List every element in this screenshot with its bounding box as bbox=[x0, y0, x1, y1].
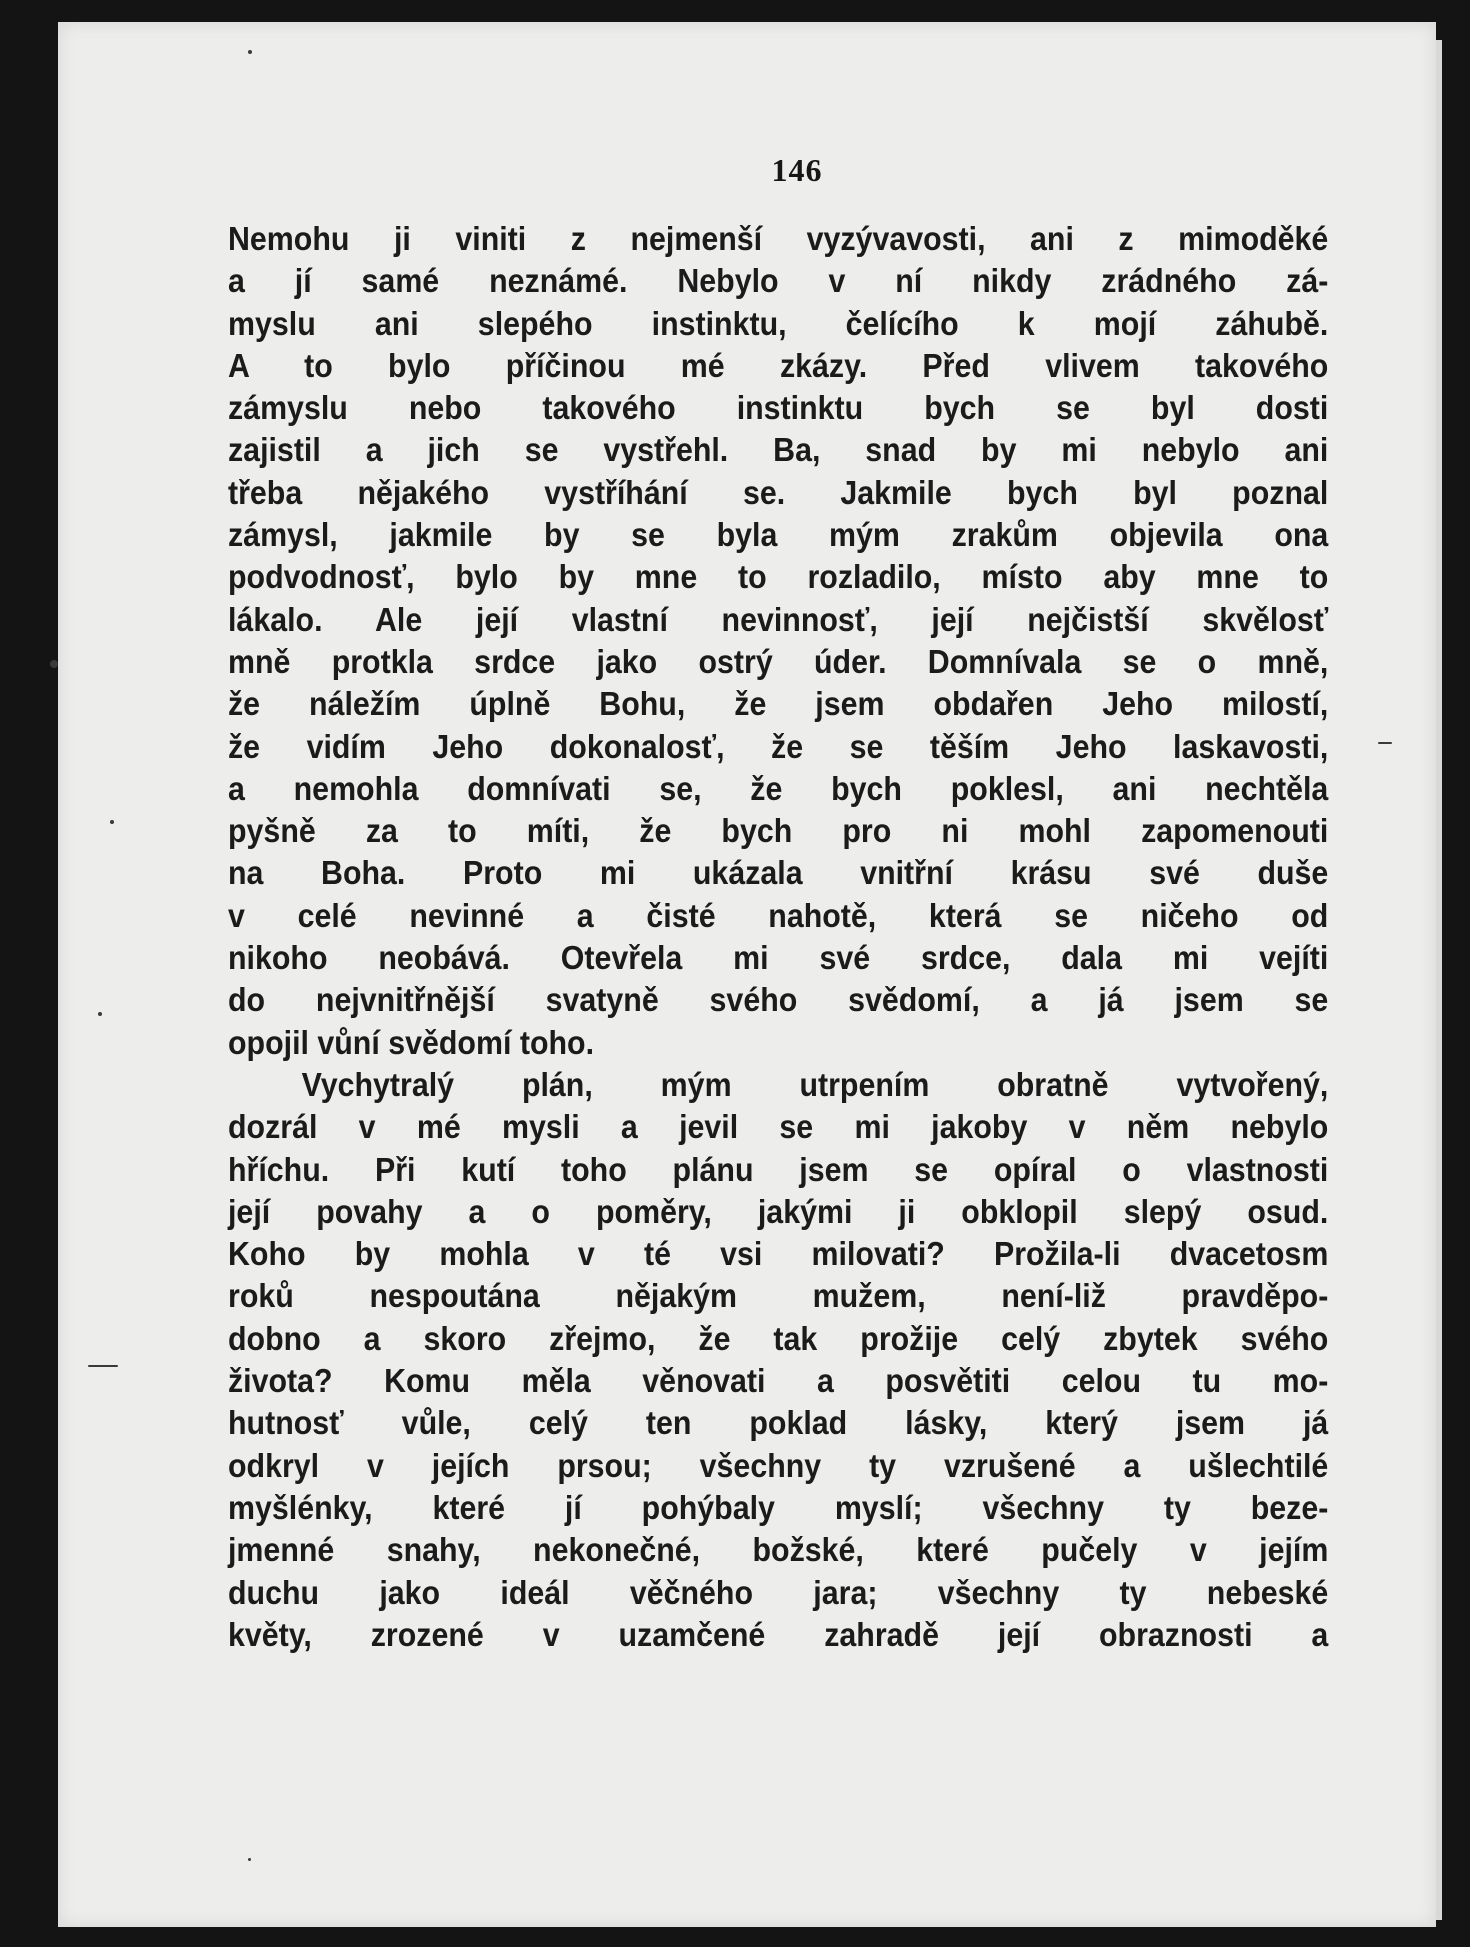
text-line: a jí samé neznámé. Nebylo v ní nikdy zrádného zá- bbox=[228, 262, 1329, 300]
text-line: pyšně za to míti, že bych pro ni mohl zapomenouti bbox=[228, 812, 1329, 850]
page-number: 146 bbox=[771, 152, 823, 188]
text-line: jmenné snahy, nekonečné, božské, které pučely v jejím bbox=[228, 1531, 1329, 1569]
text-line: myslu ani slepého instinktu, čelícího k mojí záhubě. bbox=[228, 304, 1329, 342]
text-line: myšlénky, které jí pohýbaly myslí; všechny ty beze- bbox=[228, 1488, 1329, 1526]
text-line-paragraph-start: Vychytralý plán, mým utrpením obratně vytvořený, bbox=[301, 1065, 1329, 1103]
text-line: třeba nějakého vystříhání se. Jakmile bych byl poznal bbox=[228, 473, 1329, 511]
text-line: duchu jako ideál věčného jara; všechny ty nebeské bbox=[228, 1573, 1329, 1611]
text-line: hříchu. Při kutí toho plánu jsem se opíral o vlastnosti bbox=[228, 1150, 1329, 1188]
scan-speck bbox=[98, 1012, 102, 1016]
text-line: života? Komu měla věnovati a posvětiti celou tu mo- bbox=[228, 1362, 1329, 1400]
text-line: její povahy a o poměry, jakými ji obklopil slepý osud. bbox=[228, 1192, 1329, 1230]
text-line: do nejvnitřnější svatyně svého svědomí, a já jsem se bbox=[228, 981, 1329, 1019]
text-line: že vidím Jeho dokonalosť, že se těším Jeho laskavosti, bbox=[228, 727, 1329, 765]
text-line: hutnosť vůle, celý ten poklad lásky, který jsem já bbox=[228, 1404, 1329, 1442]
text-line: zajistil a jich se vystřehl. Ba, snad by mi nebylo ani bbox=[228, 431, 1329, 469]
scan-speck bbox=[110, 820, 114, 824]
scan-speck bbox=[50, 660, 58, 668]
text-line: dobno a skoro zřejmo, že tak prožije celý zbytek svého bbox=[228, 1319, 1329, 1357]
scan-speck bbox=[248, 1858, 251, 1861]
text-line: zámysl, jakmile by se byla mým zrakům objevila ona bbox=[228, 516, 1329, 554]
text-line: květy, zrozené v uzamčené zahradě její obraznosti a bbox=[228, 1615, 1329, 1653]
text-line: že náležím úplně Bohu, že jsem obdařen Jeho milostí, bbox=[228, 685, 1329, 723]
text-line: Koho by mohla v té vsi milovati? Prožila-li dvacetosm bbox=[228, 1235, 1329, 1273]
text-line: v celé nevinné a čisté nahotě, která se ničeho od bbox=[228, 896, 1329, 934]
body-text bbox=[228, 218, 1328, 1656]
scan-speck bbox=[88, 1365, 118, 1367]
text-line: A to bylo příčinou mé zkázy. Před vlivem takového bbox=[228, 346, 1329, 384]
scan-speck bbox=[1378, 742, 1392, 744]
text-line: zámyslu nebo takového instinktu bych se byl dosti bbox=[228, 389, 1329, 427]
page-edge bbox=[1436, 40, 1442, 1920]
text-line: podvodnosť, bylo by mne to rozladilo, místo aby mne to bbox=[228, 558, 1329, 596]
text-line: a nemohla domnívati se, že bych poklesl, ani nechtěla bbox=[228, 769, 1329, 807]
text-line: lákalo. Ale její vlastní nevinnosť, její nejčistší skvělosť bbox=[228, 600, 1329, 638]
text-line: na Boha. Proto mi ukázala vnitřní krásu své duše bbox=[228, 854, 1329, 892]
text-line: nikoho neobává. Otevřela mi své srdce, dala mi vejíti bbox=[228, 939, 1329, 977]
text-line: mně protkla srdce jako ostrý úder. Domnívala se o mně, bbox=[228, 642, 1329, 680]
text-line: odkryl v jejích prsou; všechny ty vzrušené a ušlechtilé bbox=[228, 1446, 1329, 1484]
scan-speck bbox=[248, 50, 252, 54]
text-line-paragraph-end: opojil vůní svědomí toho. bbox=[228, 1023, 595, 1061]
text-line: dozrál v mé mysli a jevil se mi jakoby v něm nebylo bbox=[228, 1108, 1329, 1146]
text-line: Nemohu ji viniti z nejmenší vyzývavosti, ani z mimoděké bbox=[228, 220, 1329, 257]
text-line: roků nespoutána nějakým mužem, není-liž pravděpo- bbox=[228, 1277, 1329, 1315]
